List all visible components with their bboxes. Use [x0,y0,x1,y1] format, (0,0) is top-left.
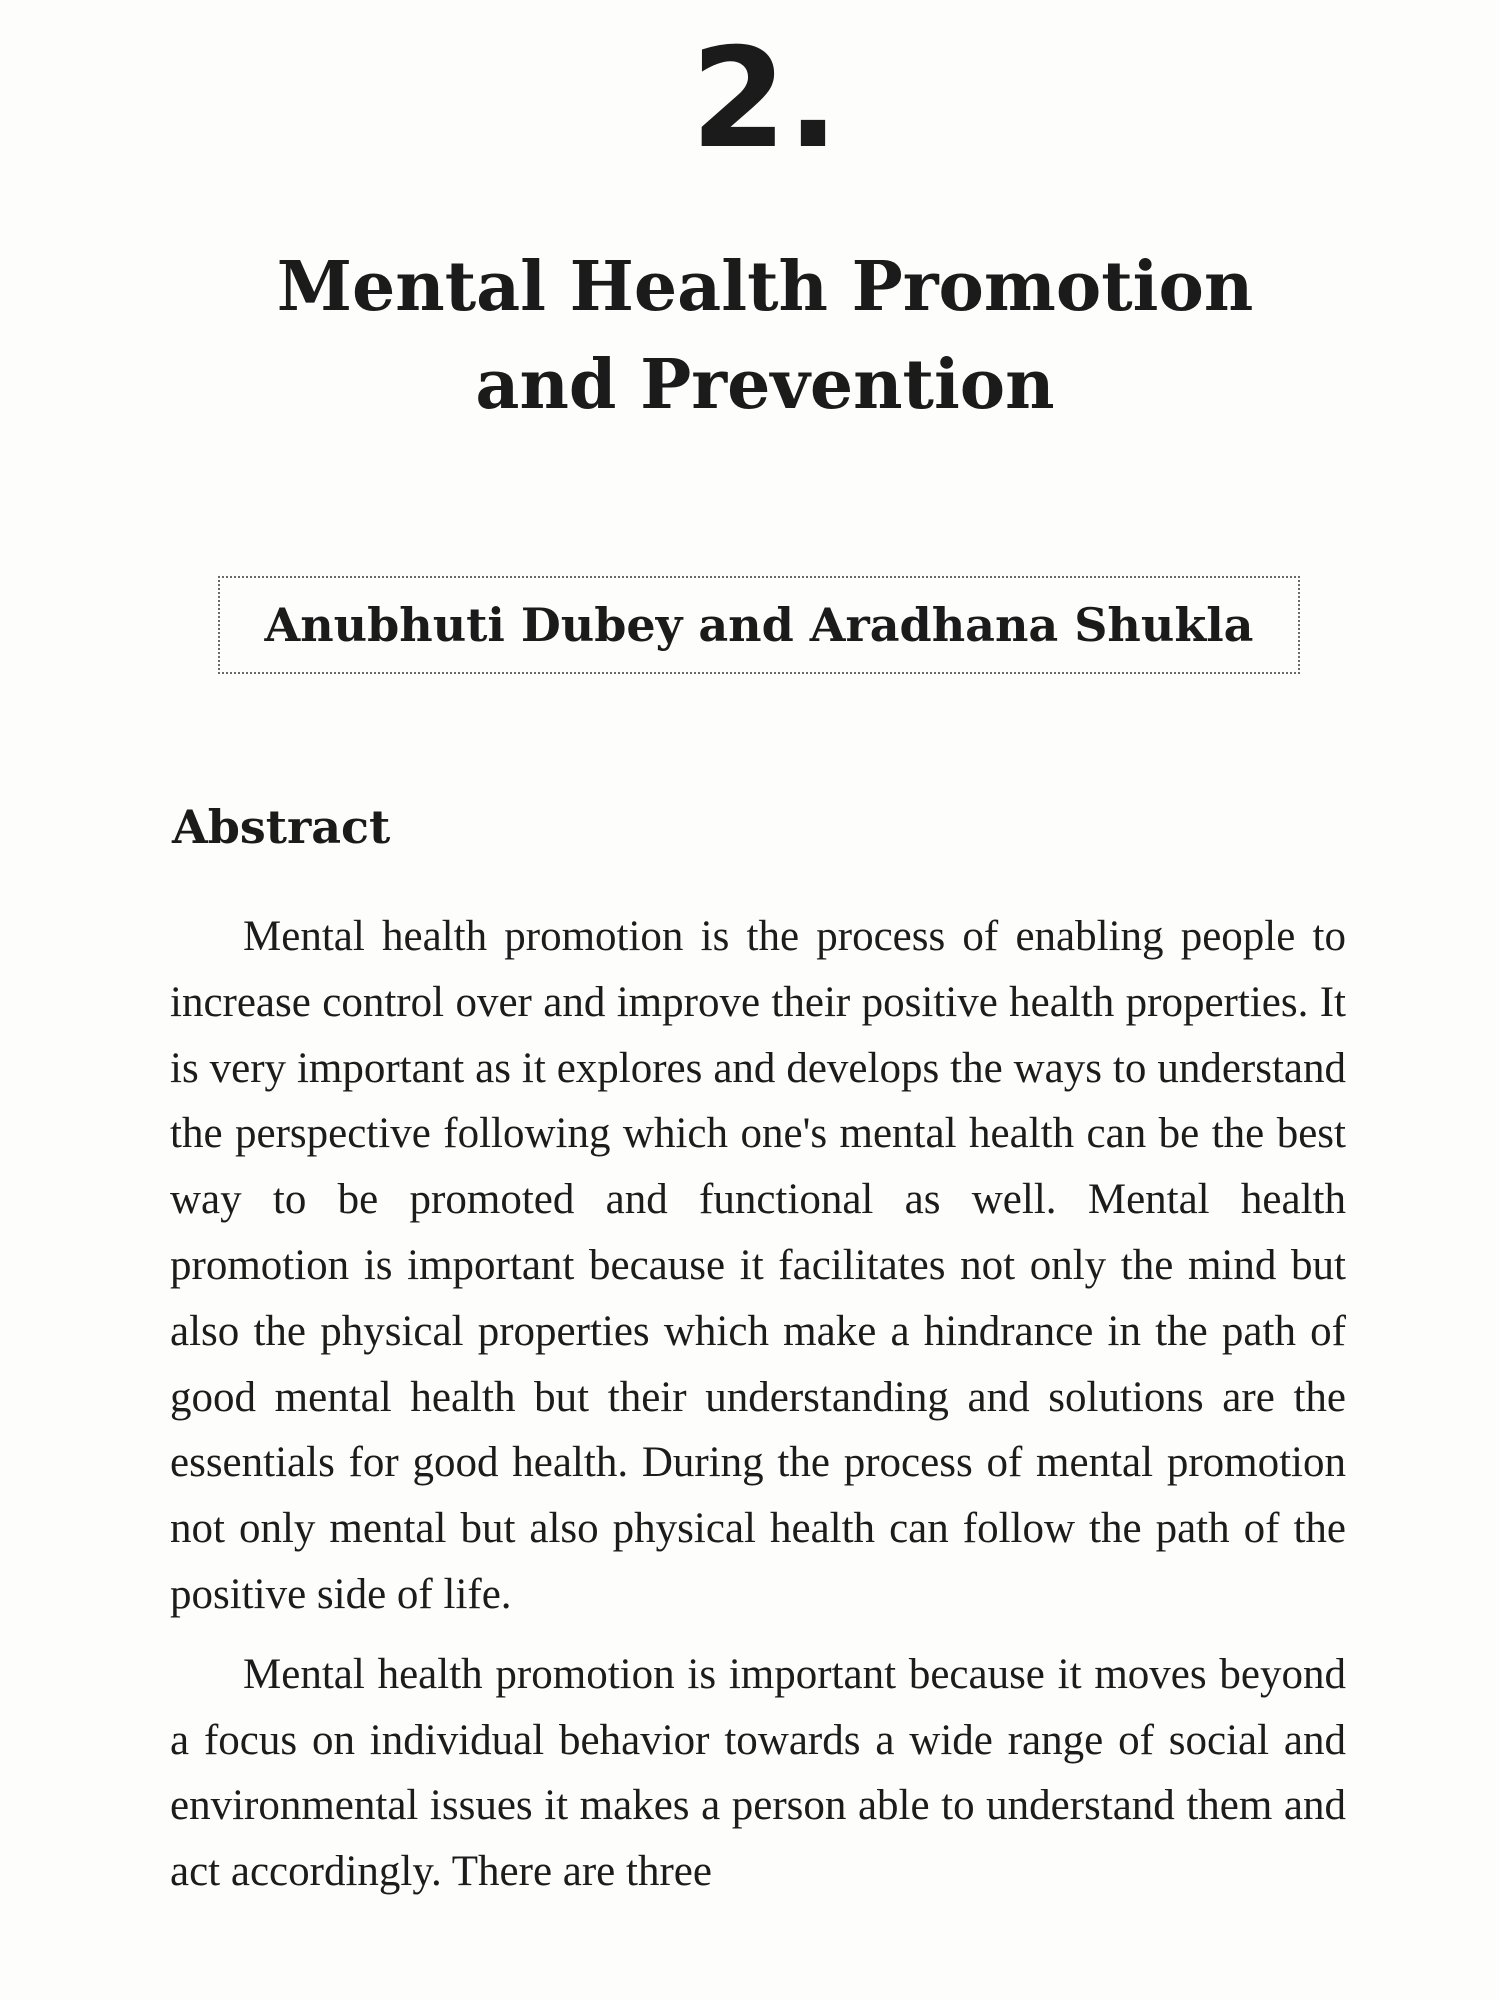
abstract-paragraph-2: Mental health promotion is important because it moves beyond a focus on individual behavior towards a wide range of social and environmental issues it makes a person able to understand them and act accordingly. There are three [170,1650,1346,1896]
chapter-title [0,238,1500,434]
authors-box [218,576,1300,674]
abstract-heading: Abstract [172,800,391,854]
abstract-paragraph-1: Mental health promotion is the process of enabling people to increase control over and improve their positive health properties. It is very important as it explores and develops the ways to understand the perspective following which one's mental health can be the best way to be promoted and functional as well. Mental health promotion is important because it facilitates not only the mind but also the physical properties which make a hindrance in the path of good mental health but their understanding and solutions are the essentials for good health. During the process of mental promotion not only mental but also physical health can follow the path of the positive side of life. [170,913,1346,1618]
authors: Anubhuti Dubey and Aradhana Shukla [264,598,1254,652]
chapter-title-line-1: Mental Health Promotion [276,247,1254,327]
chapter-number: 2. [690,18,840,179]
abstract-body [170,904,1346,1905]
chapter-title-line-2: and Prevention [475,345,1055,425]
